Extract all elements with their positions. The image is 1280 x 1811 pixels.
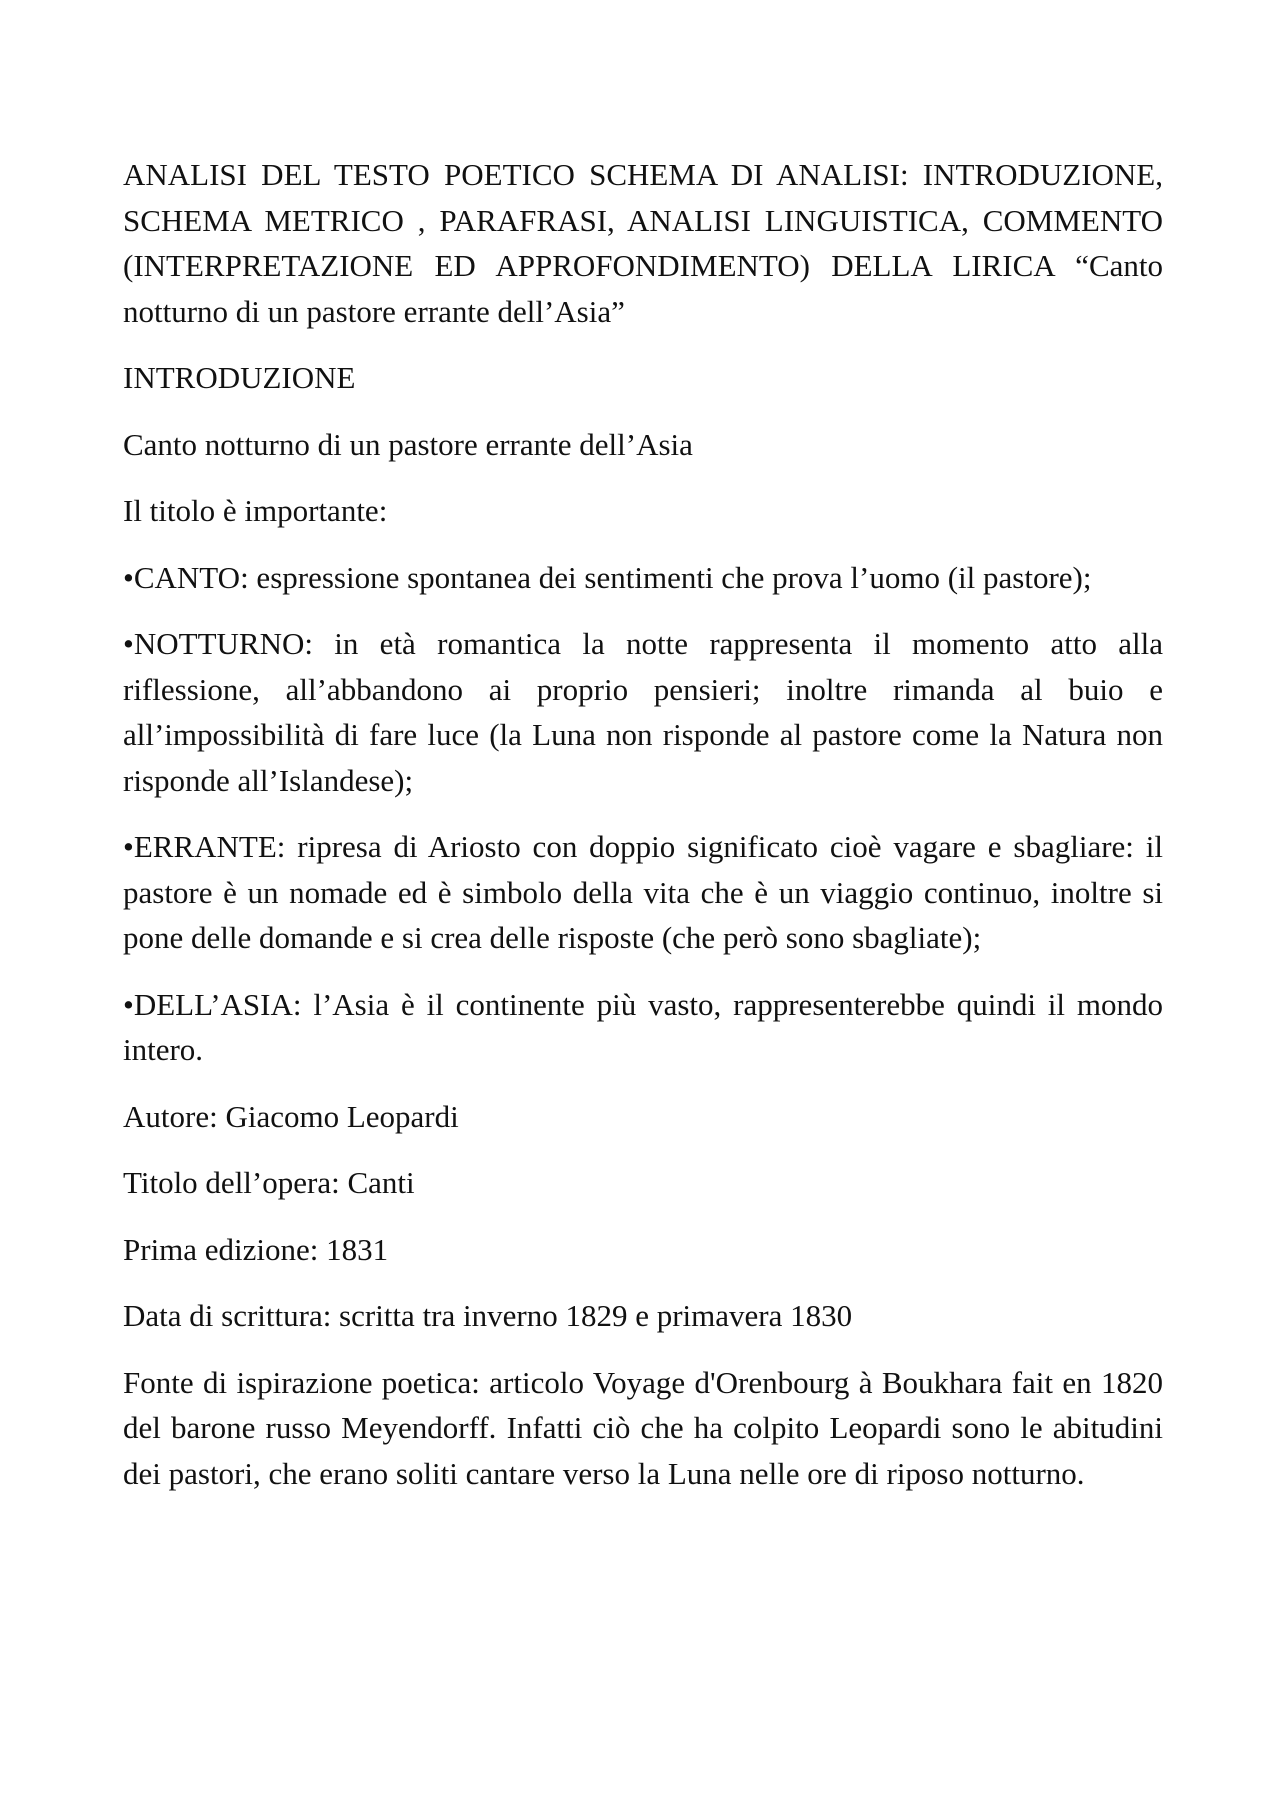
fact-first-edition: Prima edizione: 1831: [123, 1231, 389, 1267]
bullet-notturno: •NOTTURNO: in età romantica la notte rappresenta il momento atto alla riflessione, all’abbandono ai proprio pensieri; inoltre rimanda al buio e all’impossibilità di fare luce (la Luna non risponde al pastore come la Natura non risponde all’Islandese);: [123, 626, 1163, 798]
fact-work: Titolo dell’opera: Canti: [123, 1165, 415, 1200]
document-page: [123, 152, 1163, 1517]
bullet-canto: •CANTO: espressione spontanea dei sentimenti che prova l’uomo (il pastore);: [123, 559, 1092, 595]
poem-title: Canto notturno di un pastore errante dell’Asia: [123, 426, 693, 462]
bullet-asia: •DELL’ASIA: l’Asia è il continente più vasto, rappresenterebbe quindi il mondo intero.: [123, 986, 1163, 1067]
fact-writing-date: Data di scrittura: scritta tra inverno 1829 e primavera 1830: [123, 1298, 853, 1333]
bullet-errante: •ERRANTE: ripresa di Ariosto con doppio significato cioè vagare e sbagliare: il pastore è un nomade ed è simbolo della vita che è un viaggio continuo, inoltre si pone delle domande e si crea delle risposte (che però sono sbagliate);: [123, 829, 1163, 955]
inspiration-source: Fonte di ispirazione poetica: articolo Voyage d'Orenbourg à Boukhara fait en 1820 del barone russo Meyendorff. Infatti ciò che ha colpito Leopardi sono le abitudini dei pastori, che erano soliti cantare verso la Luna nelle ore di riposo notturno.: [123, 1364, 1163, 1491]
section-heading: INTRODUZIONE: [123, 360, 356, 395]
document-title-block: ANALISI DEL TESTO POETICO SCHEMA DI ANALISI: INTRODUZIONE, SCHEMA METRICO , PARAFRASI, ANALISI LINGUISTICA, COMMENTO (INTERPRETAZIONE ED APPROFONDIMENTO) DELLA LIRICA “Canto notturno di un pastore errante dell’Asia”: [123, 157, 1163, 329]
title-intro: Il titolo è importante:: [123, 493, 388, 528]
fact-author: Autore: Giacomo Leopardi: [123, 1098, 459, 1134]
